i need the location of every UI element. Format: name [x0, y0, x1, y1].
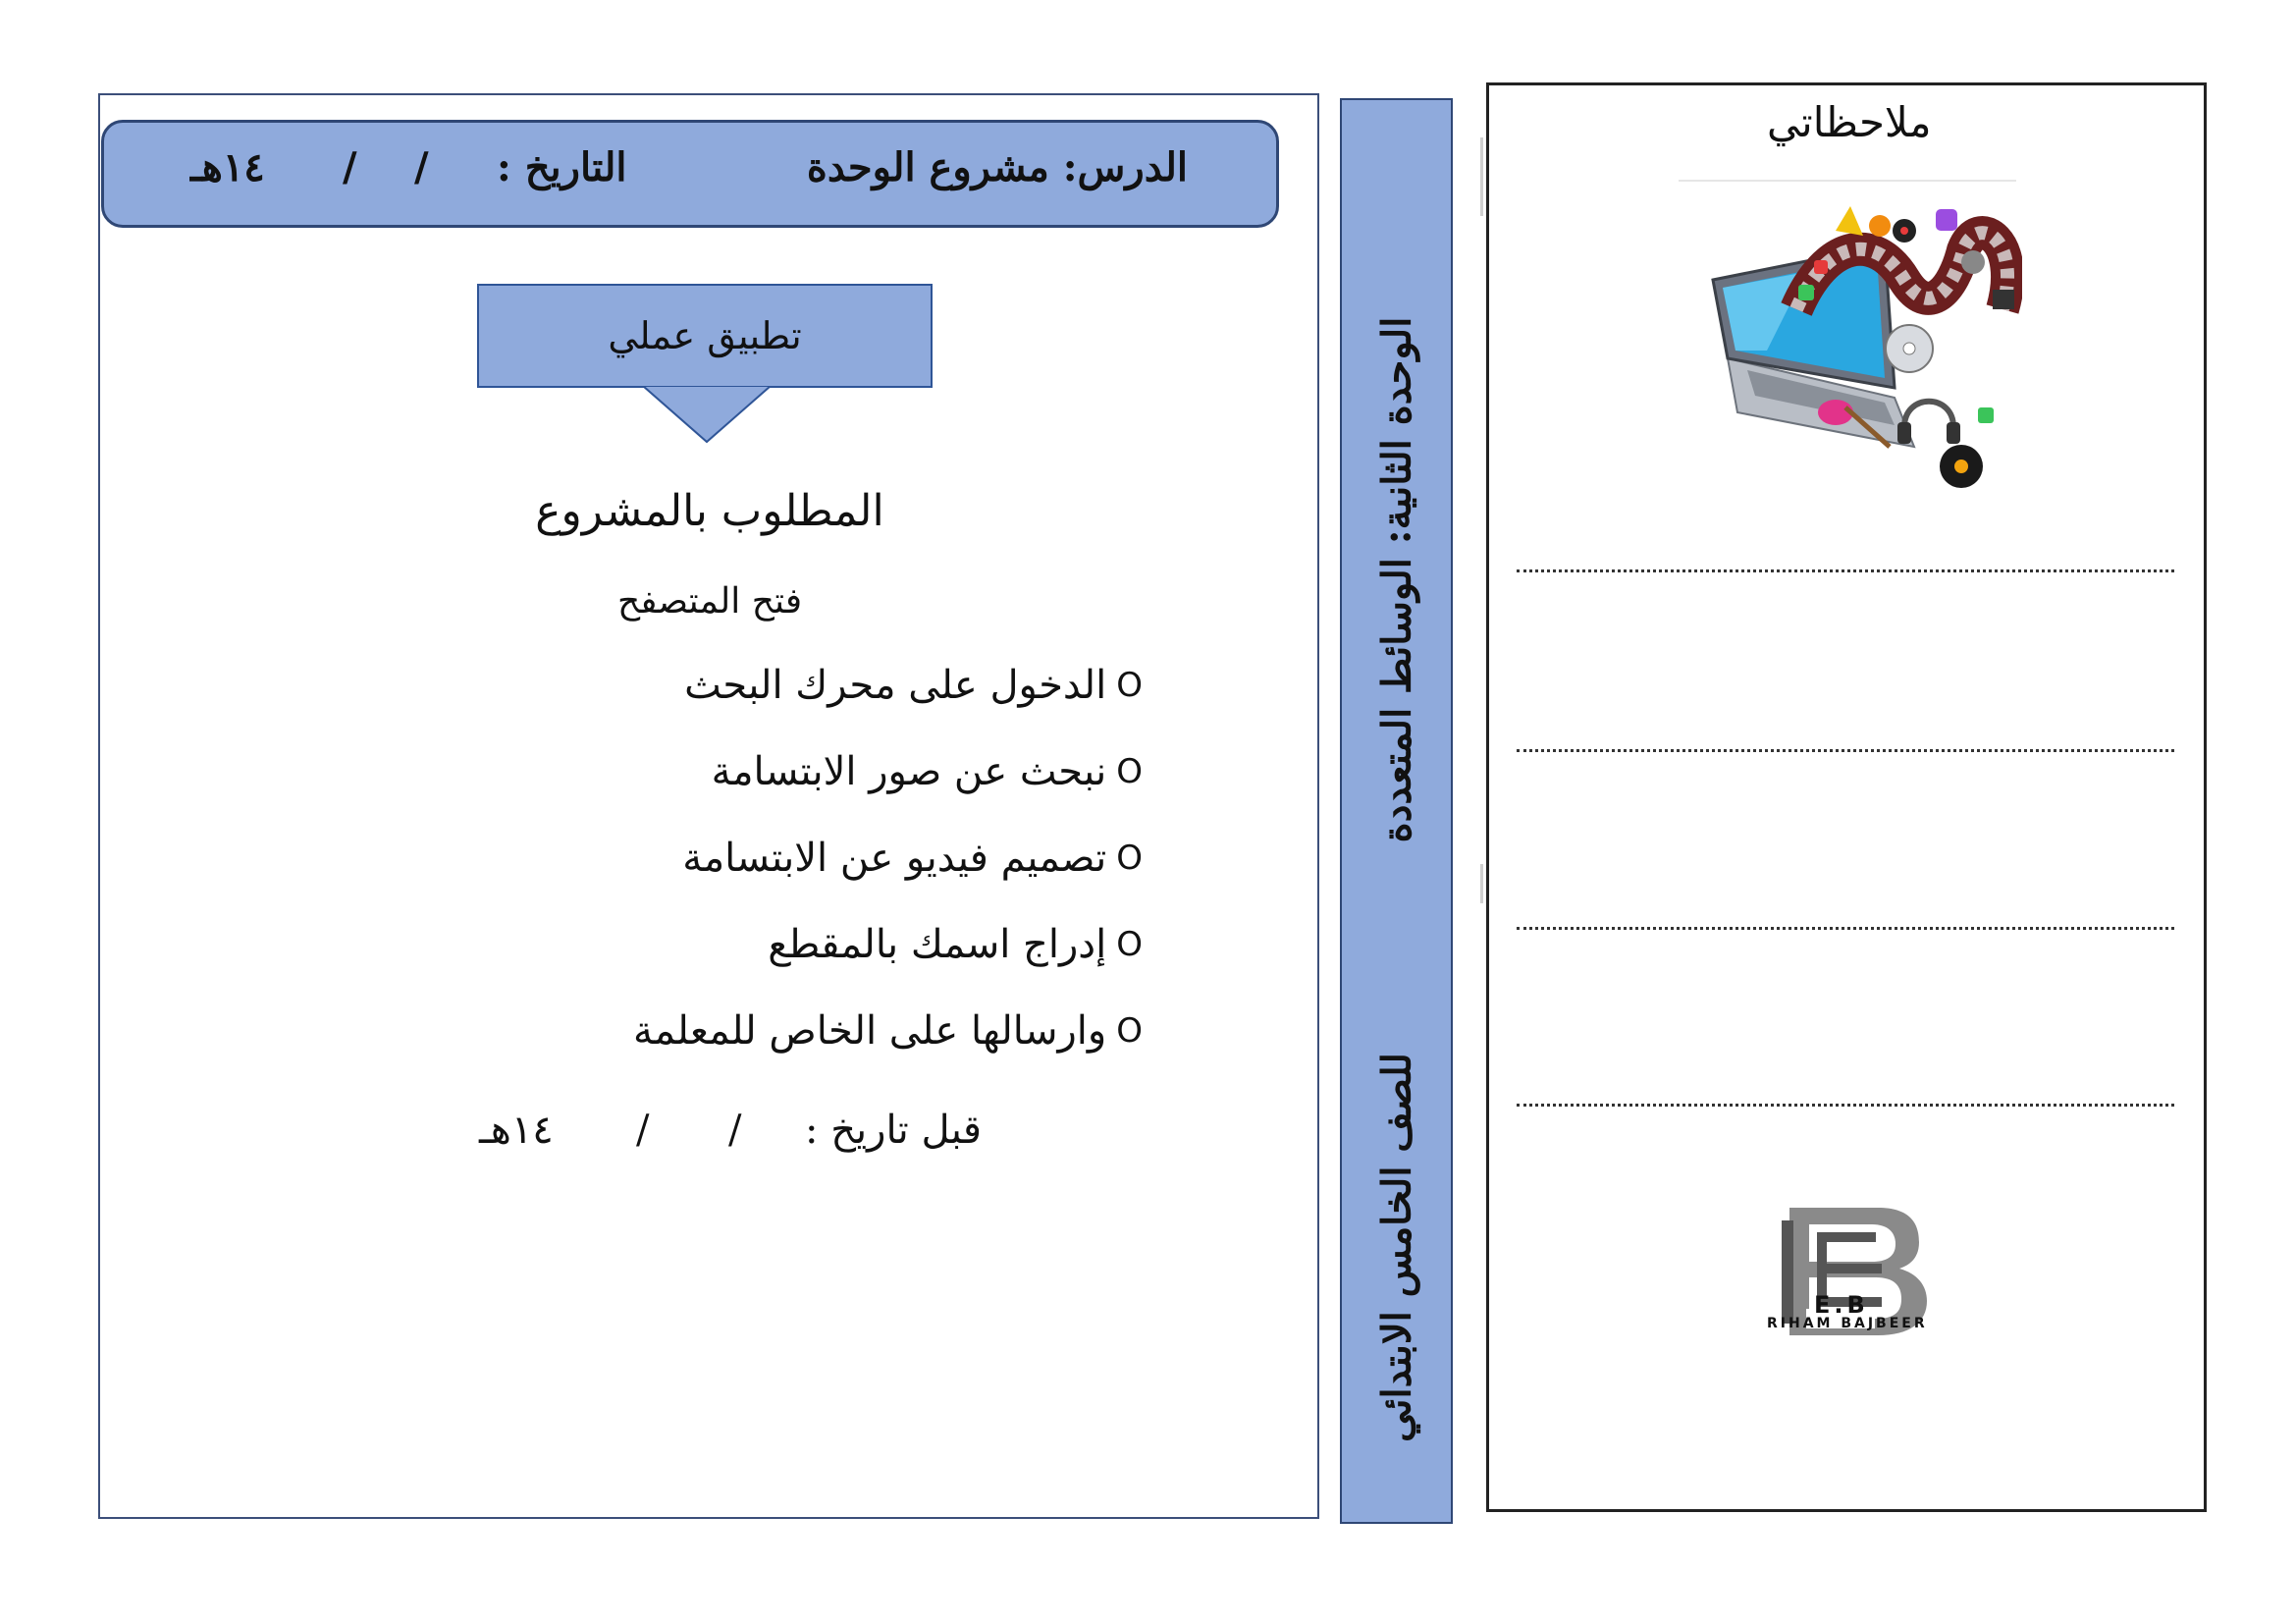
list-item	[768, 922, 1143, 967]
list-item	[712, 749, 1143, 794]
step-text: نبحث عن صور الابتسامة	[711, 749, 1107, 794]
date-label: التاريخ :	[497, 144, 627, 190]
hijri-year-suffix: ١٤هـ	[190, 144, 265, 190]
list-item	[633, 1008, 1143, 1054]
lesson-title: الدرس: مشروع الوحدة	[806, 144, 1188, 190]
deadline-hijri-suffix: ١٤هـ	[479, 1108, 554, 1153]
deadline-slash: /	[728, 1108, 742, 1153]
step-text: الدخول على محرك البحث	[684, 663, 1107, 708]
notes-line	[1517, 749, 2174, 752]
notes-title-rule	[1679, 180, 2016, 182]
practice-label: تطبيق عملي	[608, 314, 802, 357]
list-item	[682, 836, 1143, 881]
open-browser-text: فتح المتصفح	[616, 581, 803, 622]
multimedia-laptop-illustration	[1708, 201, 2022, 496]
lesson-header-bar	[101, 120, 1279, 228]
step-text: وارسالها على الخاص للمعلمة	[633, 1008, 1107, 1054]
notes-title: ملاحظاتي	[1767, 98, 1932, 146]
scan-mark	[1480, 864, 1483, 903]
unit-band	[1340, 98, 1453, 1524]
notes-line	[1517, 1104, 2174, 1107]
unit-title: الوحدة الثانية: الوسائط المتعددة	[1373, 316, 1419, 843]
required-title: المطلوب بالمشروع	[535, 486, 884, 536]
grade-title: للصف الخامس الابتدائي	[1373, 1053, 1419, 1442]
logo-name: RIHAM BAJBEER	[1767, 1316, 1928, 1331]
scan-mark	[1480, 137, 1483, 216]
logo-letters: E.B	[1814, 1291, 1869, 1319]
date-slash: /	[414, 144, 429, 190]
notes-line	[1517, 569, 2174, 572]
step-text: إدراج اسمك بالمقطع	[768, 922, 1107, 967]
circle-bullet-icon: O	[1116, 666, 1143, 705]
notes-line	[1517, 927, 2174, 930]
list-item	[684, 663, 1143, 708]
date-slash: /	[343, 144, 357, 190]
step-text: تصميم فيديو عن الابتسامة	[682, 836, 1107, 881]
circle-bullet-icon: O	[1116, 1011, 1143, 1051]
deadline-slash: /	[636, 1108, 650, 1153]
deadline-label: قبل تاريخ :	[805, 1108, 982, 1153]
down-arrow-icon	[643, 386, 771, 445]
circle-bullet-icon: O	[1116, 839, 1143, 878]
circle-bullet-icon: O	[1116, 925, 1143, 964]
practice-callout	[477, 284, 933, 388]
circle-bullet-icon: O	[1116, 752, 1143, 791]
